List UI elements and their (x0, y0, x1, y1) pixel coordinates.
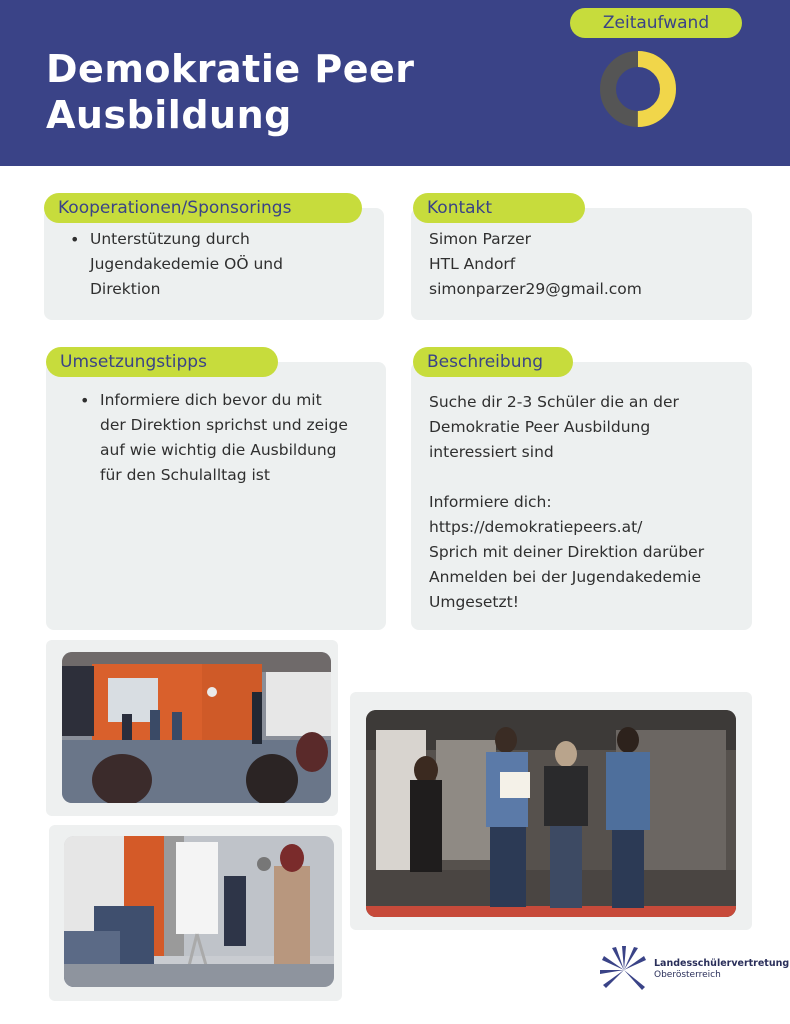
contact-school: HTL Andorf (429, 255, 516, 273)
umsetzungstipps-text (78, 388, 378, 488)
umsetzungstipps-heading: Umsetzungstipps (46, 347, 278, 377)
logo-text-line2: Oberösterreich (654, 970, 721, 980)
star-burst-logo-icon (598, 944, 650, 996)
workshop-photo-illustration (62, 652, 331, 803)
title-line-2: Ausbildung (46, 93, 292, 137)
beschreibung-heading: Beschreibung (413, 347, 573, 377)
title-line-1: Demokratie Peer (46, 47, 415, 91)
lsv-logo (598, 944, 790, 1000)
page-title (46, 46, 415, 138)
ceremony-photo-illustration (366, 710, 736, 917)
header-banner (0, 0, 790, 166)
umsetzungstipps-list (78, 388, 378, 488)
kooperationen-text (68, 227, 368, 302)
kooperationen-heading: Kooperationen/Sponsorings (44, 193, 362, 223)
beschreibung-text: Suche dir 2-3 Schüler die an der Demokratie Peer Ausbildung interessiert sind Informiere dich: https://demokratiepeers.at/ Sprich mit deiner Direktion darüber Anmelden bei der Jugendakedemie Umgesetzt! (429, 390, 744, 615)
demokratiepeers-link[interactable]: https://demokratiepeers.at/ (429, 518, 643, 536)
certificate-ceremony-photo (366, 710, 736, 917)
flipchart-session-photo (64, 836, 334, 987)
contact-email[interactable]: simonparzer29@gmail.com (429, 280, 642, 298)
kontakt-heading: Kontakt (413, 193, 585, 223)
list-item: • Informiere dich bevor du mit der Direktion sprichst und zeige auf wie wichtig die Ausbildung für den Schulalltag ist (78, 388, 378, 488)
logo-text-line1: Landesschülervertretung (654, 958, 790, 969)
zeitaufwand-label: Zeitaufwand (570, 8, 742, 38)
list-item: • Unterstützung durch Jugendakedemie OÖ und Direktion (68, 227, 368, 302)
flipchart-photo-illustration (64, 836, 334, 987)
zeitaufwand-donut-chart (597, 48, 679, 130)
workshop-room-photo (62, 652, 331, 803)
kooperationen-list (68, 227, 368, 302)
contact-name: Simon Parzer (429, 230, 532, 248)
kontakt-text (429, 227, 739, 302)
